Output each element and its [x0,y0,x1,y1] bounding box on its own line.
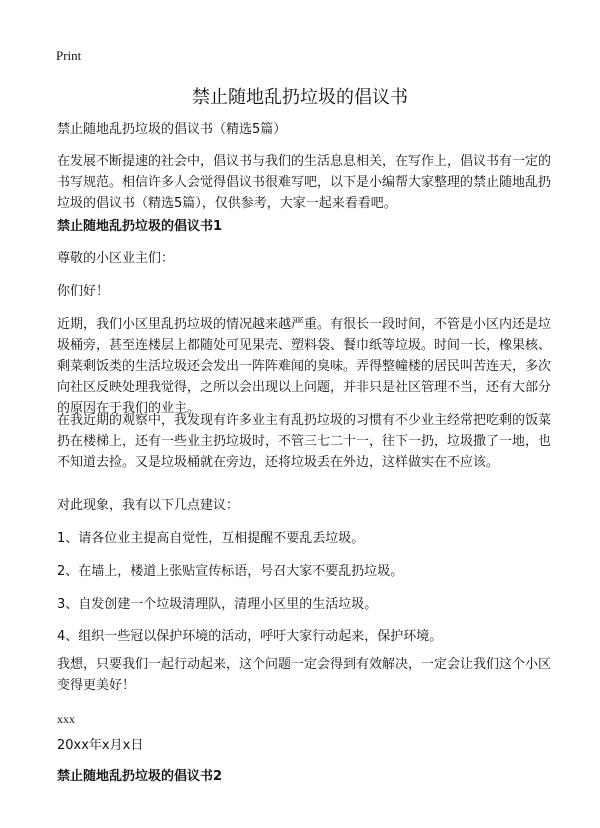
body-paragraph-1: 近期，我们小区里乱扔垃圾的情况越来越严重。有很长一段时间，不管是小区内还是垃圾桶旁，甚至连楼层上都随处可见果壳、塑料袋、餐巾纸等垃圾。时间一长，橡果核、剩菜剩饭类的生活垃圾还会发出一阵阵难闻的臭味。弄得整幢楼的居民叫苦连天，多次向社区反映处理我觉得，之所以会出现以上问题，并非只是社区管理不当，还有大部分的原因在于我们的业主。 [57,317,552,416]
print-link[interactable]: Print [56,48,82,63]
section-heading-1: 禁止随地乱扔垃圾的倡议书1 [57,219,223,234]
closing-paragraph: 我想，只要我们一起行动起来，这个问题一定会得到有效解决，一定会让我们这个小区变得更美好！ [57,657,552,693]
proposal-item-4: 4、组织一些冠以保护环境的活动，呼吁大家行动起来，保护环境。 [57,629,443,644]
intro-paragraph: 在发展不断提速的社会中，倡议书与我们的生活息息相关，在写作上，倡议书有一定的书写规范。相信许多人会觉得倡议书很难写吧，以下是小编帮大家整理的禁止随地乱扔垃圾的倡议书（精选5篇），仅供参考，大家一起来看看吧。 [57,154,552,211]
signature-text: xxx [57,712,75,726]
document-title: 禁止随地乱扔垃圾的倡议书 [192,87,408,108]
section-heading-2: 禁止随地乱扔垃圾的倡议书2 [57,769,223,784]
document-subtitle: 禁止随地乱扔垃圾的倡议书（精选5篇） [57,122,287,137]
date-text: 20xx年x月x日 [57,738,144,753]
proposal-item-3: 3、自发创建一个垃圾清理队，清理小区里的生活垃圾。 [57,597,378,612]
salutation-text: 尊敬的小区业主们： [57,251,175,266]
body-paragraph-2: 在我近期的观察中，我发现有许多业主有乱扔垃圾的习惯有不少业主经常把吃剩的饭菜扔在楼梯上，还有一些业主扔垃圾时，不管三七二十一，往下一扔，垃圾撒了一地，也不知道去捡。又是垃圾桶就在旁边，还将垃圾丢在外边，这样做实在不应该。 [57,413,552,470]
greeting-text: 你们好！ [57,284,110,299]
proposal-item-1: 1、请各位业主提高自觉性，互相提醒不要乱丢垃圾。 [57,531,365,546]
proposal-item-2: 2、在墙上，楼道上张贴宣传标语，号召大家不要乱扔垃圾。 [57,564,404,579]
proposal-intro: 对此现象，我有以下几点建议： [57,498,240,513]
